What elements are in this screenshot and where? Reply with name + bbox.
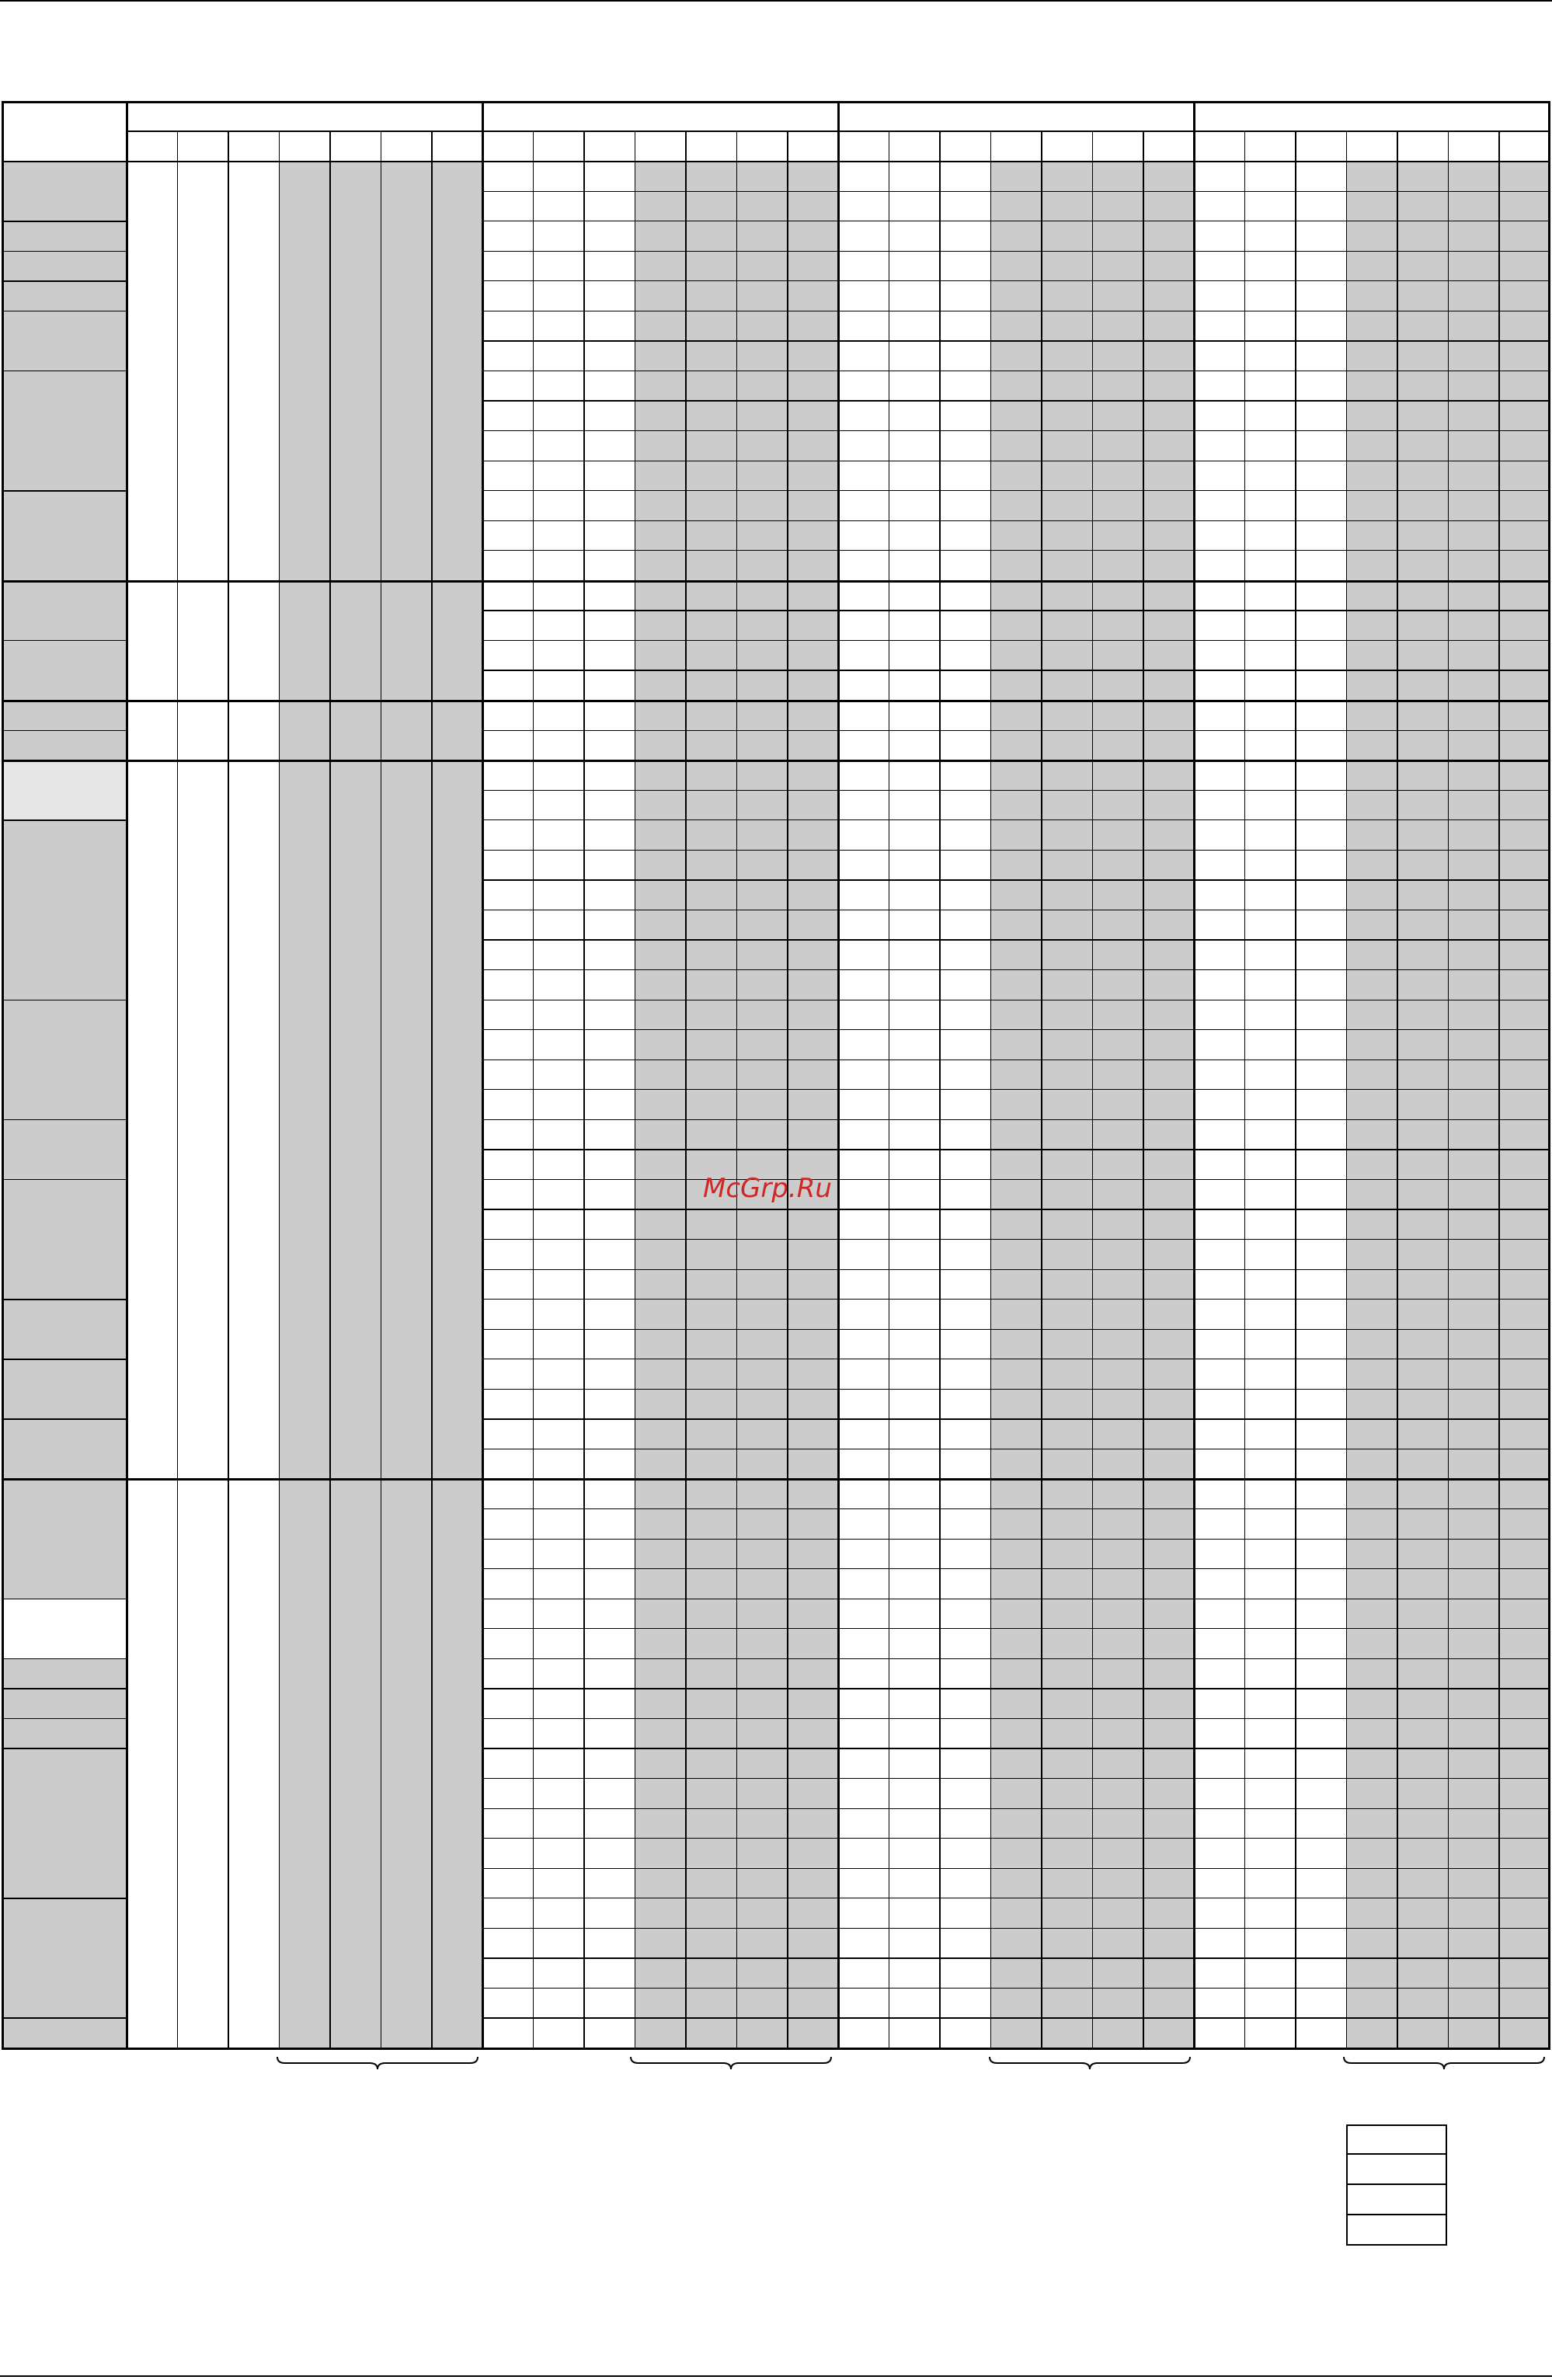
bottom-rule bbox=[0, 2375, 1552, 2377]
group-brace bbox=[1342, 2055, 1546, 2071]
legend-box bbox=[1346, 2124, 1447, 2246]
legend-row bbox=[1346, 2124, 1447, 2155]
watermark-text: McGrp.Ru bbox=[703, 1173, 832, 1204]
legend-row bbox=[1346, 2155, 1447, 2185]
group-brace bbox=[988, 2055, 1192, 2071]
group-brace bbox=[276, 2055, 479, 2071]
legend-row bbox=[1346, 2215, 1447, 2246]
group-brace bbox=[629, 2055, 833, 2071]
legend-row bbox=[1346, 2185, 1447, 2215]
